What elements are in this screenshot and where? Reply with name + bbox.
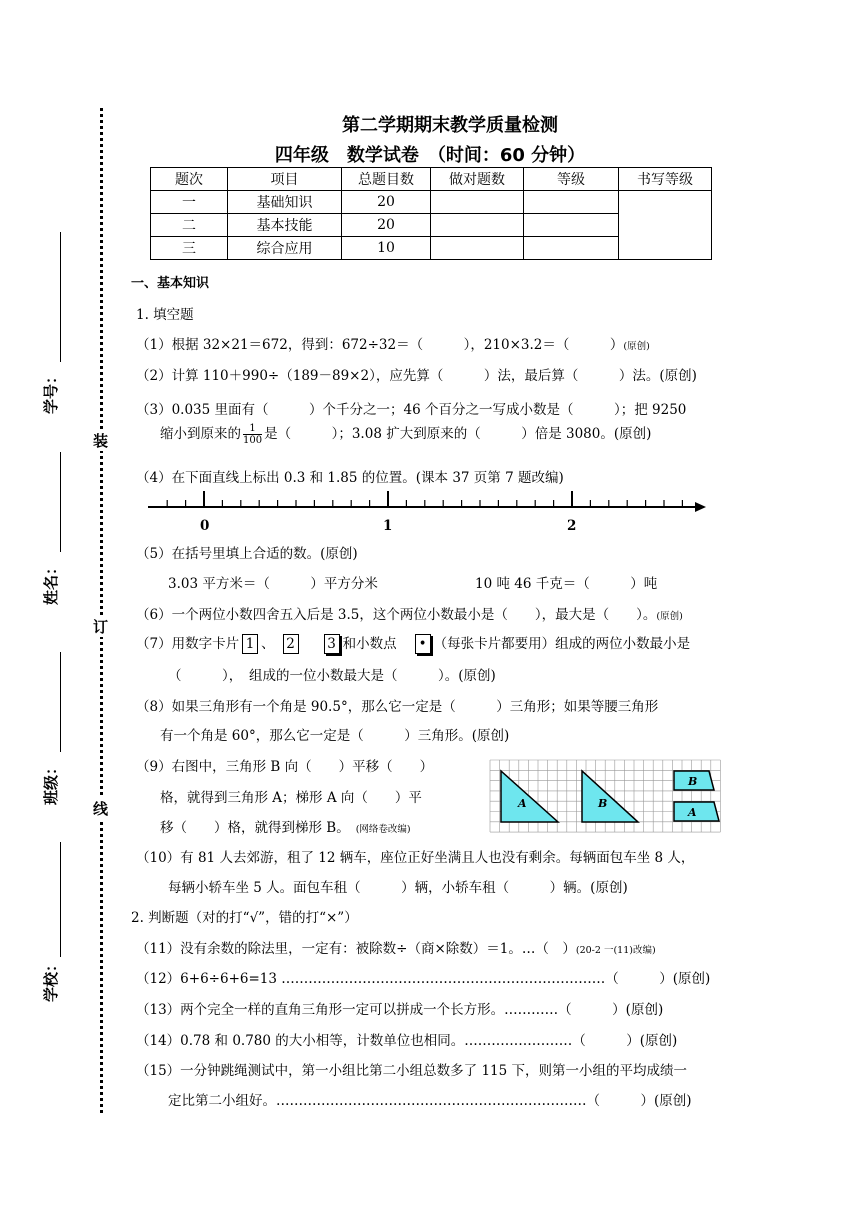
binding-dotted-line bbox=[100, 108, 103, 1113]
question-3: （3）0.035 里面有（ ）个千分之一；46 个百分之一写成小数是（ ）；把 9250 bbox=[136, 402, 687, 418]
table-cell: 综合应用 bbox=[228, 237, 342, 260]
score-table-header bbox=[151, 168, 712, 191]
table-cell: 三 bbox=[151, 237, 228, 260]
header-cell: 总题目数 bbox=[342, 168, 431, 191]
separator: 、 bbox=[261, 636, 275, 652]
grade-cell[interactable] bbox=[524, 214, 619, 237]
digit-card-3: 3 bbox=[324, 634, 340, 654]
question-8: （8）如果三角形有一个角是 90.5°，那么它一定是（ ）三角形；如果等腰三角形 bbox=[136, 699, 659, 715]
decimal-point-card: • bbox=[415, 634, 431, 654]
question-text: （11）没有余数的除法里，一定有：被除数÷（商×除数）＝1。…（ ） bbox=[136, 941, 576, 957]
table-row bbox=[151, 191, 712, 214]
question-6 bbox=[136, 603, 683, 623]
table-cell: 20 bbox=[342, 214, 431, 237]
judgment-12: （12）6+6÷6+6=13 ………………………………………………………………（ ）(原创) bbox=[136, 971, 711, 987]
question-3-cont bbox=[160, 422, 651, 446]
header-cell: 做对题数 bbox=[431, 168, 524, 191]
field-line-student-id bbox=[60, 232, 61, 362]
question-text: （每张卡片都要用）组成的两位小数最小是 bbox=[433, 636, 691, 652]
binding-char-zhuang: 装 bbox=[93, 432, 109, 450]
question-8-cont: 有一个角是 60°，那么它一定是（ ）三角形。(原创) bbox=[160, 728, 510, 744]
grade-cell[interactable] bbox=[524, 191, 619, 214]
header-cell: 题次 bbox=[151, 168, 228, 191]
fraction-numerator: 1 bbox=[243, 423, 262, 435]
grade-cell[interactable] bbox=[524, 237, 619, 260]
question-7-cont: （ ）， 组成的一位小数最大是（ ）。(原创) bbox=[168, 668, 496, 684]
trapezoid-a-label: A bbox=[688, 806, 697, 819]
question-text: （7）用数字卡片 bbox=[136, 636, 240, 652]
question-1 bbox=[136, 333, 650, 353]
question-text: （6）一个两位小数四舍五入后是 3.5，这个两位小数最小是（ ），最大是（ ）。 bbox=[136, 607, 657, 623]
question-text: 缩小到原来的 bbox=[160, 426, 241, 442]
digit-card-1: 1 bbox=[242, 634, 258, 654]
number-line-label-1: 1 bbox=[383, 518, 393, 534]
judgment-13: （13）两个完全一样的直角三角形一定可以拼成一个长方形。…………（ ）(原创) bbox=[136, 1002, 664, 1018]
question-text: （1）根据 32×21＝672，得到：672÷32＝（ ），210×3.2＝（ ） bbox=[136, 337, 624, 353]
question-10-cont: 每辆小轿车坐 5 人。面包车租（ ）辆，小轿车租（ ）辆。(原创) bbox=[168, 880, 628, 896]
section-heading-basic: 一、基本知识 bbox=[131, 276, 210, 291]
binding-char-ding: 订 bbox=[93, 618, 109, 636]
subsection-true-false: 2. 判断题（对的打“√”，错的打“×”） bbox=[131, 910, 358, 926]
question-4: （4）在下面直线上标出 0.3 和 1.85 的位置。(课本 37 页第 7 题改编) bbox=[136, 470, 564, 486]
table-cell: 20 bbox=[342, 191, 431, 214]
table-cell: 一 bbox=[151, 191, 228, 214]
digit-card-2: 2 bbox=[283, 634, 299, 654]
question-5b: 10 吨 46 千克＝（ ）吨 bbox=[475, 576, 658, 592]
triangle-b bbox=[582, 771, 638, 822]
header-cell: 书写等级 bbox=[619, 168, 712, 191]
number-line bbox=[140, 488, 710, 514]
page-title: 第二学期期末教学质量检测 bbox=[342, 115, 558, 136]
correct-count-cell[interactable] bbox=[431, 237, 524, 260]
arrow-right-icon bbox=[695, 502, 706, 512]
question-9-cont: 格，就得到三角形 A；梯形 A 向（ ）平 bbox=[160, 790, 422, 806]
question-9: （9）右图中，三角形 B 向（ ）平移（ ） bbox=[136, 759, 434, 775]
correct-count-cell[interactable] bbox=[431, 191, 524, 214]
judgment-14: （14）0.78 和 0.780 的大小相等，计数单位也相同。……………………（ ）(原创) bbox=[136, 1033, 678, 1049]
number-line-label-0: 0 bbox=[200, 518, 210, 534]
label-class: 班级： bbox=[42, 759, 60, 805]
trapezoid-b-label: B bbox=[688, 775, 698, 788]
question-2: （2）计算 110＋990÷（189－89×2），应先算（ ）法，最后算（ ）法。(原创) bbox=[136, 368, 697, 384]
question-5a: 3.03 平方米＝（ ）平方分米 bbox=[168, 576, 378, 592]
header-cell: 等级 bbox=[524, 168, 619, 191]
subsection-fill-blank: 1. 填空题 bbox=[136, 307, 194, 323]
label-name: 姓名： bbox=[42, 559, 60, 605]
table-cell: 基本技能 bbox=[228, 214, 342, 237]
correct-count-cell[interactable] bbox=[431, 214, 524, 237]
source-note: (网络卷改编) bbox=[355, 824, 411, 835]
question-text: 和小数点 bbox=[342, 636, 397, 652]
triangle-a-label: A bbox=[518, 797, 527, 810]
table-cell: 10 bbox=[342, 237, 431, 260]
fraction bbox=[243, 423, 262, 446]
triangle-b-label: B bbox=[598, 797, 608, 810]
writing-grade-cell[interactable] bbox=[619, 191, 712, 260]
header-cell: 项目 bbox=[228, 168, 342, 191]
label-student-id: 学号： bbox=[42, 368, 60, 414]
field-line-class bbox=[60, 652, 61, 752]
judgment-15-cont: 定比第二小组好。……………………………………………………………（ ）(原创) bbox=[168, 1093, 692, 1109]
judgment-15: （15）一分钟跳绳测试中，第一小组比第二小组总数多了 115 下，则第一小组的平均成绩一 bbox=[136, 1063, 688, 1079]
table-cell: 二 bbox=[151, 214, 228, 237]
fraction-denominator: 100 bbox=[243, 435, 263, 446]
binding-char-xian: 线 bbox=[93, 800, 109, 818]
judgment-11 bbox=[136, 937, 656, 957]
field-line-name bbox=[60, 452, 61, 552]
source-note: (原创) bbox=[656, 611, 683, 622]
triangle-a bbox=[501, 771, 558, 822]
question-text: 是（ ）；3.08 扩大到原来的（ ）倍是 3080。(原创) bbox=[264, 426, 652, 442]
source-note: (原创) bbox=[623, 341, 650, 352]
page-subtitle: 四年级 数学试卷 （时间：60 分钟） bbox=[274, 145, 586, 166]
question-5: （5）在括号里填上合适的数。(原创) bbox=[136, 546, 358, 562]
question-10: （10）有 81 人去郊游，租了 12 辆车，座位正好坐满且人也没有剩余。每辆面包车坐 8 人， bbox=[136, 850, 695, 866]
question-9-cont2 bbox=[160, 816, 411, 836]
question-text: 移（ ）格，就得到梯形 B。 bbox=[160, 820, 350, 836]
score-table bbox=[150, 167, 712, 260]
number-line-label-2: 2 bbox=[567, 518, 577, 534]
table-cell: 基础知识 bbox=[228, 191, 342, 214]
number-line-ticks bbox=[167, 491, 682, 507]
question-7 bbox=[136, 632, 690, 654]
translation-grid-figure bbox=[488, 759, 728, 835]
label-school: 学校： bbox=[42, 956, 60, 1002]
source-note: (20-2 一(11)改编) bbox=[575, 945, 656, 956]
field-line-school bbox=[60, 842, 61, 957]
